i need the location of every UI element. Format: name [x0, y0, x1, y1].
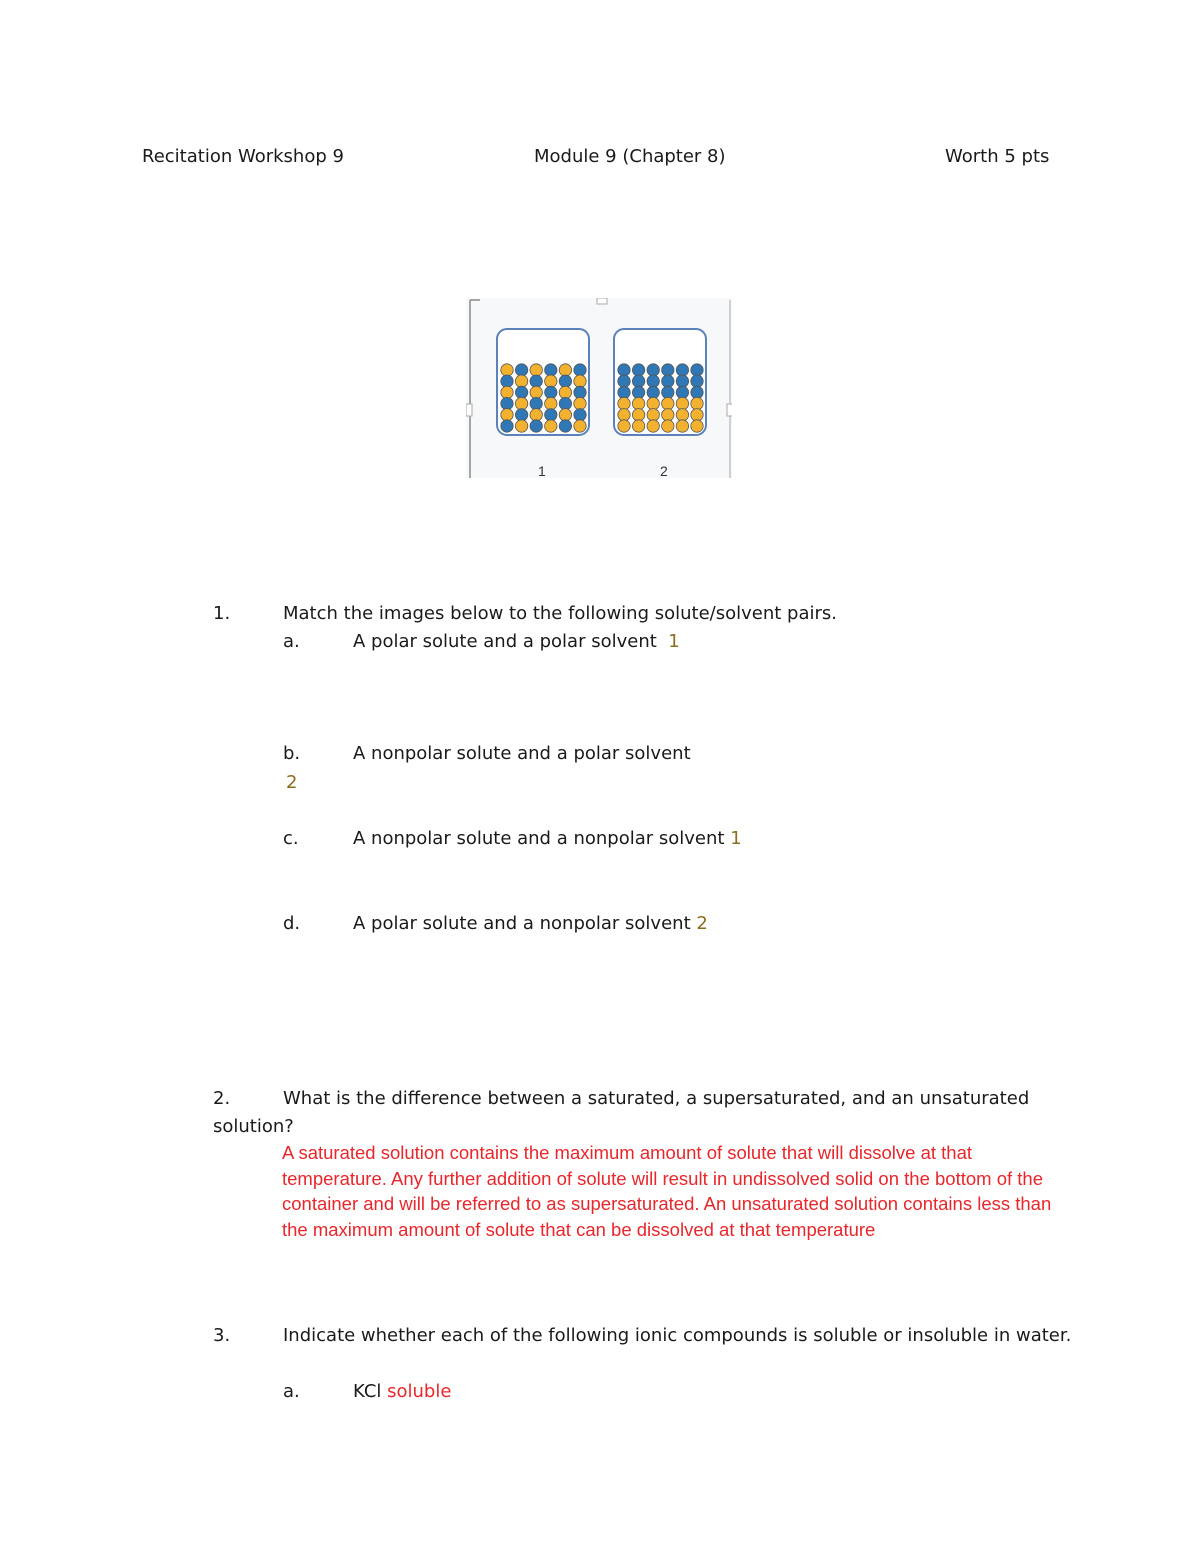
particle-layered [691, 375, 703, 387]
particle-mixed [559, 375, 571, 387]
q1c-answer: 1 [730, 828, 742, 849]
particle-mixed [530, 386, 542, 398]
particle-mixed [545, 364, 557, 376]
q1d-answer: 2 [696, 913, 708, 934]
particle-layered [662, 409, 674, 421]
particle-mixed [501, 420, 513, 432]
particle-layered [691, 397, 703, 409]
particle-mixed [545, 397, 557, 409]
particle-layered [647, 397, 659, 409]
particle-layered [618, 409, 630, 421]
particle-layered [647, 364, 659, 376]
q1a-answer: 1 [668, 631, 680, 652]
particle-layered [618, 420, 630, 432]
particle-layered [676, 397, 688, 409]
q1d-item [353, 913, 708, 934]
particle-layered [632, 375, 644, 387]
particle-mixed [574, 409, 586, 421]
particle-mixed [574, 386, 586, 398]
particle-mixed [515, 420, 527, 432]
particle-mixed [559, 386, 571, 398]
particle-mixed [545, 386, 557, 398]
q1c-item [353, 828, 742, 849]
particle-mixed [559, 364, 571, 376]
q1c-text: A nonpolar solute and a nonpolar solvent [353, 828, 725, 849]
q1d-letter: d. [283, 913, 301, 934]
particle-mixed [559, 397, 571, 409]
particle-layered [632, 386, 644, 398]
particle-layered [691, 364, 703, 376]
particle-mixed [501, 364, 513, 376]
particle-layered [662, 386, 674, 398]
particle-layered [647, 375, 659, 387]
beaker-2-label: 2 [660, 463, 668, 478]
particle-layered [662, 375, 674, 387]
particle-layered [632, 409, 644, 421]
q3a-letter: a. [283, 1381, 300, 1402]
q1c-letter: c. [283, 828, 299, 849]
particle-layered [691, 409, 703, 421]
particle-mixed [515, 364, 527, 376]
particle-mixed [515, 397, 527, 409]
particle-layered [676, 386, 688, 398]
particle-mixed [530, 397, 542, 409]
q1d-text: A polar solute and a nonpolar solvent [353, 913, 691, 934]
particle-mixed [545, 420, 557, 432]
q1b-text: A nonpolar solute and a polar solvent [353, 743, 691, 764]
particle-mixed [515, 375, 527, 387]
q3a-answer: soluble [387, 1381, 452, 1402]
particle-mixed [530, 409, 542, 421]
solution-figure-svg [466, 298, 732, 478]
header-center: Module 9 (Chapter 8) [534, 146, 726, 167]
particle-mixed [515, 386, 527, 398]
q2-number: 2. [213, 1088, 231, 1109]
particle-mixed [530, 420, 542, 432]
q2-text-line2: solution? [213, 1116, 294, 1137]
q1-number: 1. [213, 603, 231, 624]
q3-text: Indicate whether each of the following ionic compounds is soluble or insoluble in water. [283, 1325, 1072, 1346]
header-right: Worth 5 pts [945, 146, 1050, 167]
beaker-1-label: 1 [538, 463, 546, 478]
particle-mixed [501, 397, 513, 409]
particle-layered [618, 386, 630, 398]
q2-answer: A saturated solution contains the maximum amount of solute that will dissolve at that temperature. Any further addition of solute will result in undissolved solid on the bottom of the container and will be referred to as supersaturated. An unsaturated solution contains less than the maximum amount of solute that can be dissolved at that temperature [282, 1142, 1052, 1240]
particle-layered [618, 375, 630, 387]
header-left: Recitation Workshop 9 [142, 146, 344, 167]
particle-layered [632, 397, 644, 409]
particle-mixed [501, 409, 513, 421]
particle-mixed [515, 409, 527, 421]
solution-figure [466, 298, 732, 478]
particle-layered [662, 364, 674, 376]
particle-mixed [559, 420, 571, 432]
particle-layered [676, 409, 688, 421]
particle-layered [691, 386, 703, 398]
particle-layered [676, 364, 688, 376]
q3a-text: KCl [353, 1381, 382, 1402]
q1a-letter: a. [283, 631, 300, 652]
q3-number: 3. [213, 1325, 231, 1346]
q1-text: Match the images below to the following solute/solvent pairs. [283, 603, 837, 624]
particle-mixed [501, 386, 513, 398]
particle-mixed [530, 364, 542, 376]
particle-layered [632, 420, 644, 432]
q1b-letter: b. [283, 743, 301, 764]
q3a-item [353, 1381, 451, 1402]
q1a-item [353, 631, 680, 652]
particle-mixed [545, 409, 557, 421]
particle-mixed [559, 409, 571, 421]
particle-layered [647, 409, 659, 421]
particle-mixed [530, 375, 542, 387]
particle-layered [676, 420, 688, 432]
particle-layered [662, 420, 674, 432]
particle-mixed [574, 375, 586, 387]
q1b-answer: 2 [286, 772, 298, 793]
particle-mixed [501, 375, 513, 387]
particle-layered [647, 386, 659, 398]
particle-mixed [574, 364, 586, 376]
particle-layered [676, 375, 688, 387]
particle-layered [618, 364, 630, 376]
particle-layered [662, 397, 674, 409]
particle-mixed [574, 397, 586, 409]
particle-layered [691, 420, 703, 432]
particle-mixed [545, 375, 557, 387]
particle-layered [632, 364, 644, 376]
q1a-text: A polar solute and a polar solvent [353, 631, 657, 652]
particle-layered [647, 420, 659, 432]
particle-mixed [574, 420, 586, 432]
particle-layered [618, 397, 630, 409]
q2-text-line1: What is the difference between a saturated, a supersaturated, and an unsaturated [283, 1088, 1030, 1109]
